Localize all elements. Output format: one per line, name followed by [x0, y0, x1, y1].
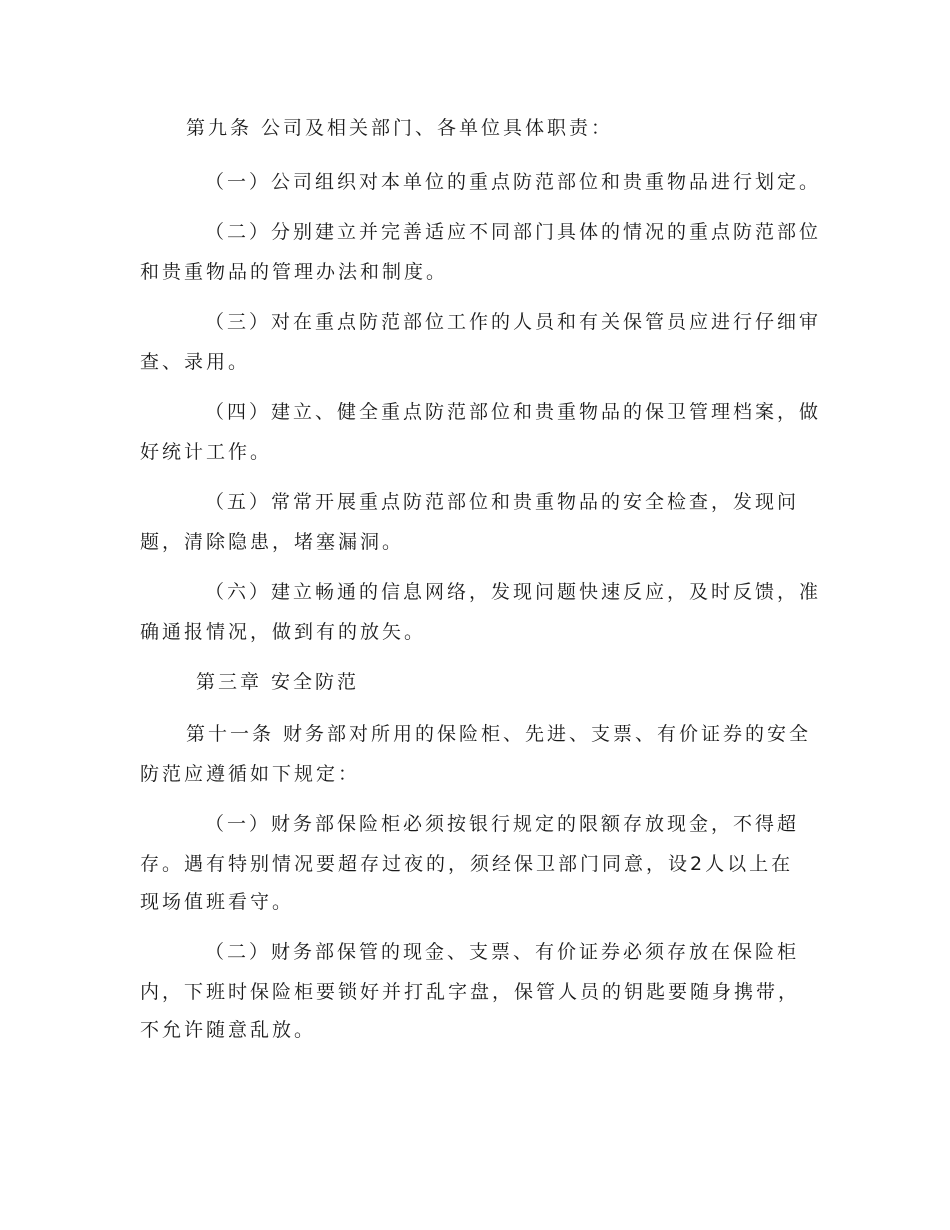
- paragraph-line: 现场值班看守。: [140, 891, 295, 913]
- paragraph-line: 防范应遵循如下规定：: [140, 763, 361, 785]
- chapter-3-heading: 第三章 安全防范: [196, 671, 360, 693]
- paragraph-line: 题，清除隐患，堵塞漏洞。: [140, 531, 405, 553]
- paragraph-line: （六）建立畅通的信息网络，发现问题快速反应，及时反馈，准: [205, 581, 822, 603]
- paragraph-line: （二）财务部保管的现金、支票、有价证券必须存放在保险柜: [205, 941, 800, 963]
- paragraph-line: 和贵重物品的管理办法和制度。: [140, 261, 449, 283]
- paragraph-line: 查、录用。: [140, 351, 251, 373]
- paragraph-line: 不允许随意乱放。: [140, 1019, 317, 1041]
- paragraph-line: （三）对在重点防范部位工作的人员和有关保管员应进行仔细审: [205, 311, 822, 333]
- paragraph-line: （一）公司组织对本单位的重点防范部位和贵重物品进行划定。: [205, 171, 822, 193]
- paragraph-line: 好统计工作。: [140, 441, 273, 463]
- article-11-heading: 第十一条 财务部对所用的保险柜、先进、支票、有价证券的安全: [186, 723, 812, 745]
- paragraph-line: （一）财务部保险柜必须按银行规定的限额存放现金，不得超: [205, 813, 800, 835]
- paragraph-line: （五）常常开展重点防范部位和贵重物品的安全检查，发现问: [205, 491, 800, 513]
- article-9-heading: 第九条 公司及相关部门、各单位具体职责：: [186, 117, 614, 139]
- paragraph-line: （二）分别建立并完善适应不同部门具体的情况的重点防范部位: [205, 221, 822, 243]
- paragraph-line: （四）建立、健全重点防范部位和贵重物品的保卫管理档案，做: [205, 401, 822, 423]
- paragraph-line: 确通报情况，做到有的放矢。: [140, 621, 427, 643]
- paragraph-line: 内，下班时保险柜要锁好并打乱字盘，保管人员的钥匙要随身携带，: [140, 981, 801, 1003]
- paragraph-line: 存。遇有特别情况要超存过夜的，须经保卫部门同意，设2人以上在: [140, 853, 794, 875]
